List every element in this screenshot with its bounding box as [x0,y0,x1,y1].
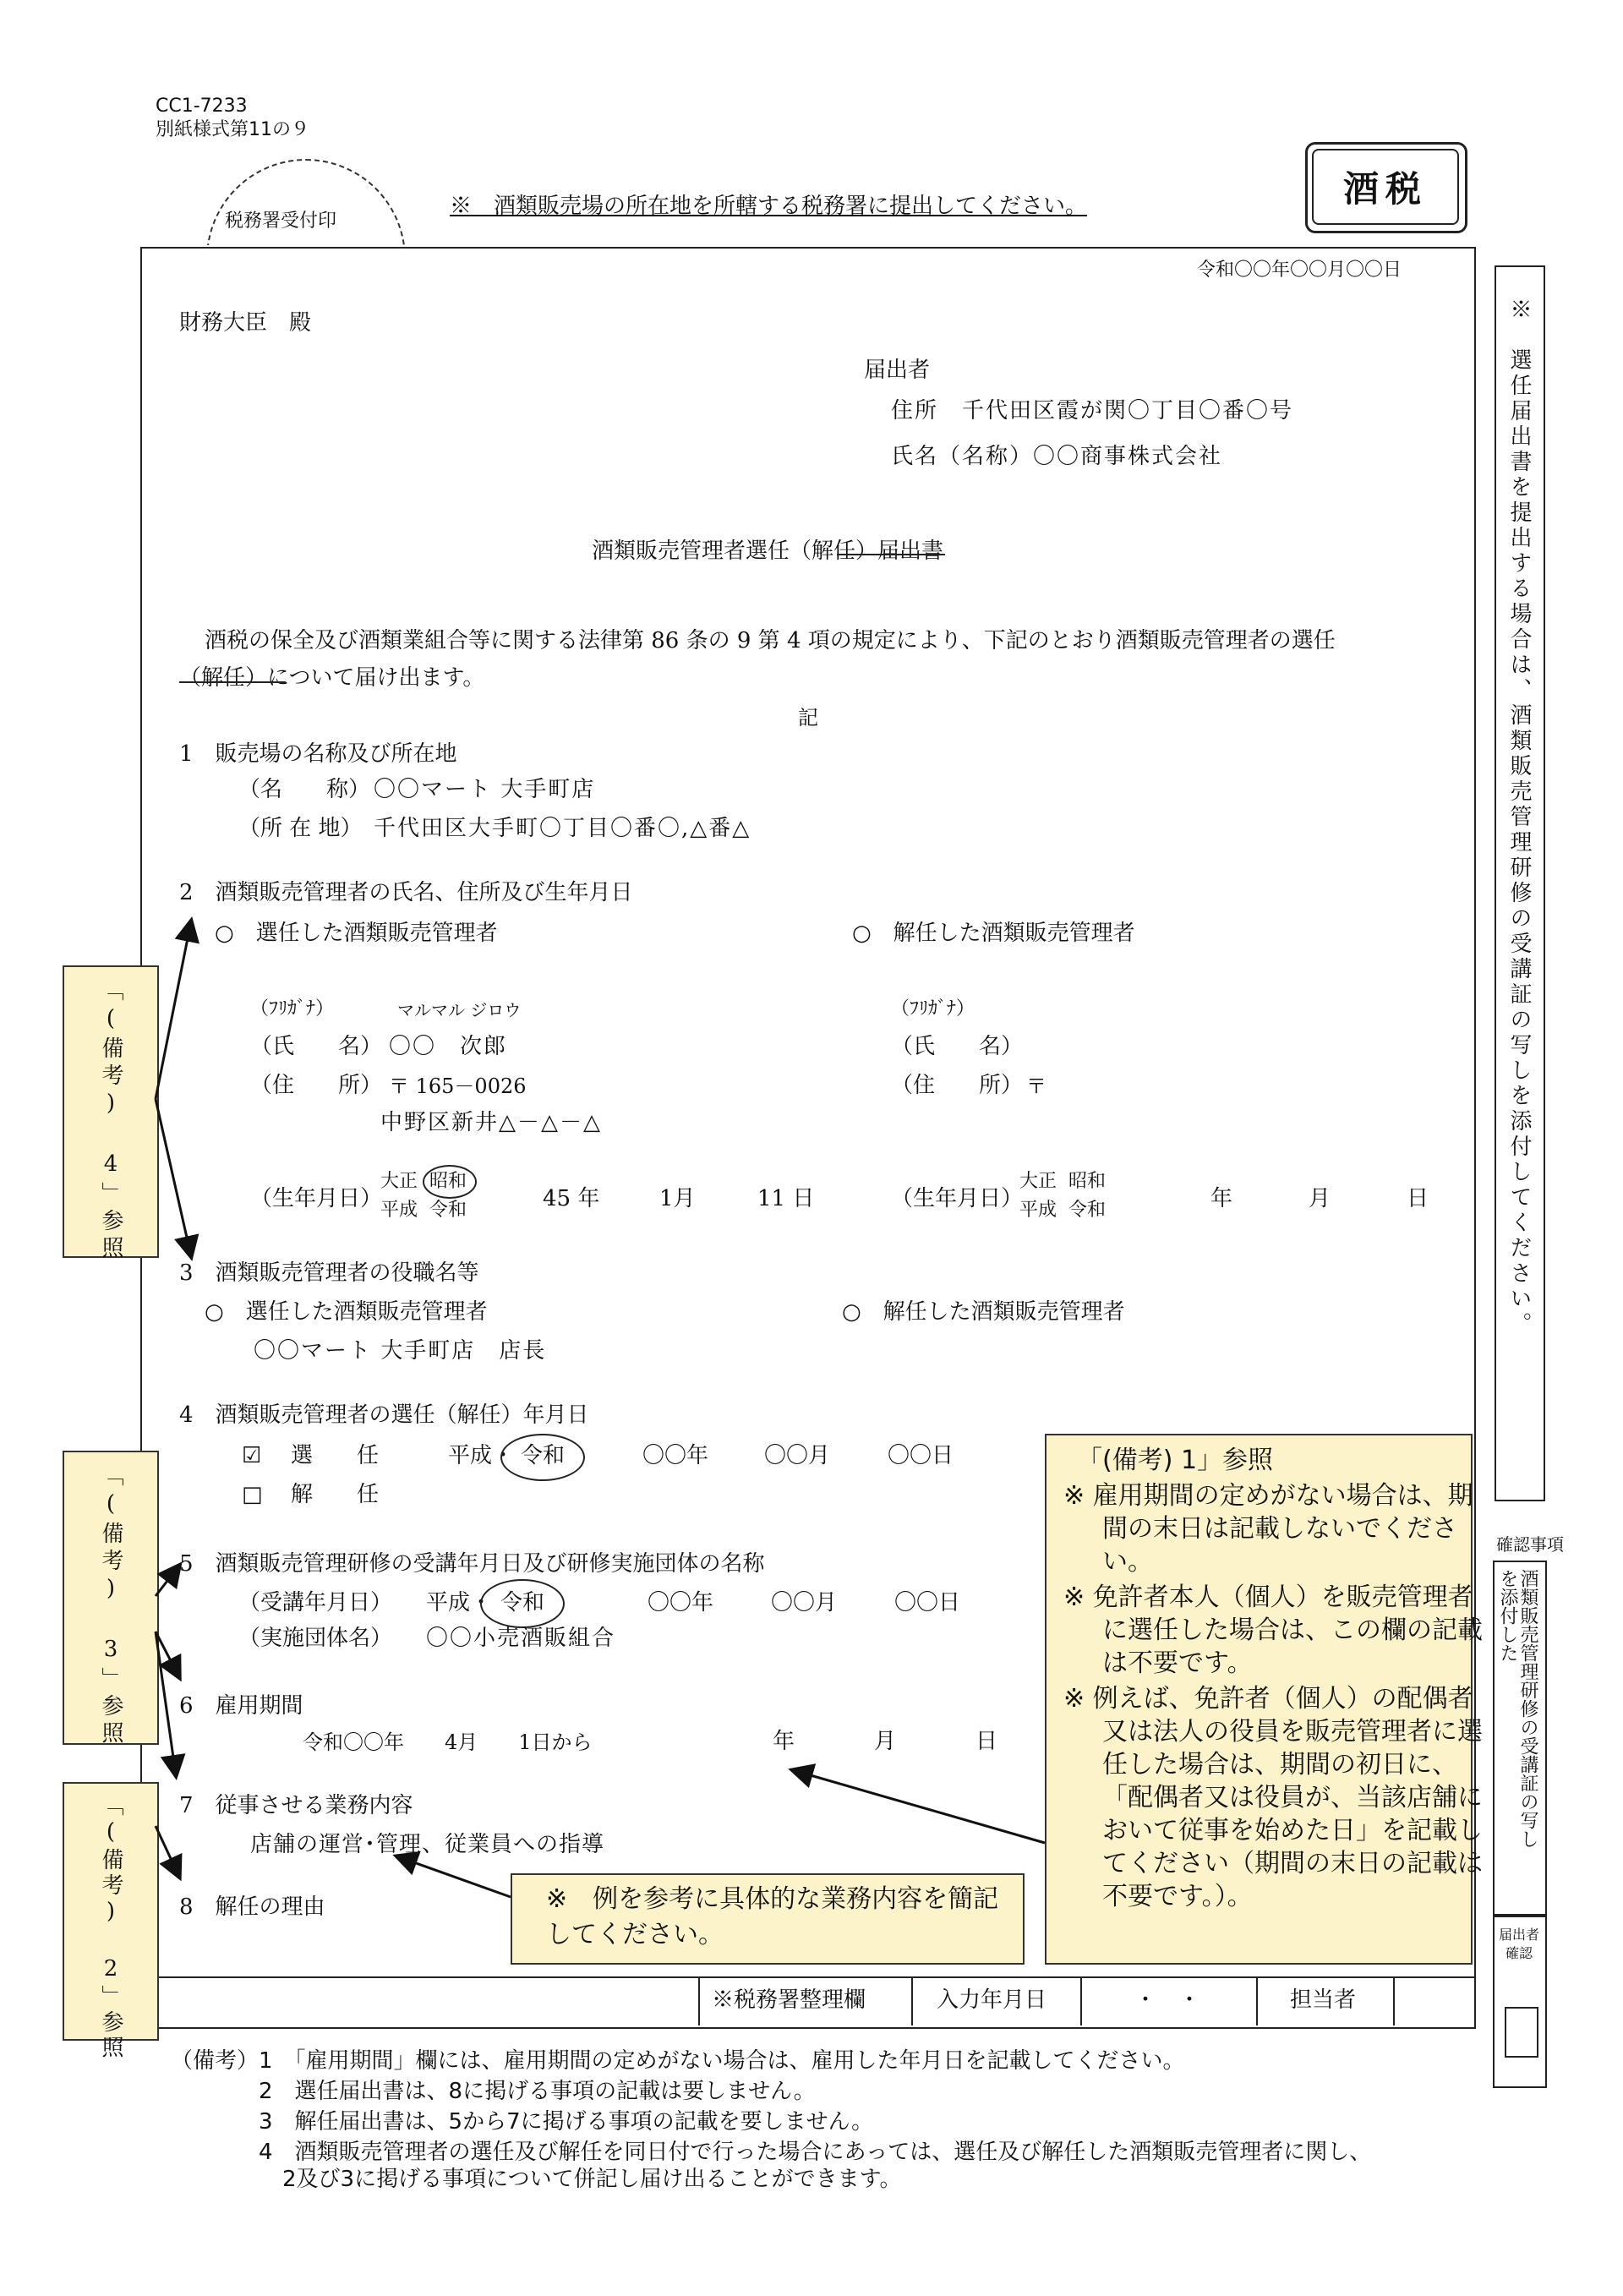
s3-appointed-label: ○ 選任した酒類販売管理者 [205,1299,488,1325]
training-date-label: （受講年月日） [238,1590,393,1615]
confirm-items-label: 確認事項 [1496,1534,1564,1555]
s5-era-heisei: 平成・ [426,1590,493,1615]
ref-1-title: 「(備考) 1」参照 [1077,1446,1274,1475]
section-8-heading: 8 解任の理由 [179,1894,325,1920]
s5-month: 〇〇月 [771,1590,838,1615]
store-location-label: （所 在 地） [238,816,363,841]
applicant-address: 住所 千代田区霞が関〇丁目〇番〇号 [891,398,1294,424]
addressee: 財務大臣 殿 [179,310,312,336]
dismissed-era-heisei: 平成 [1019,1200,1057,1221]
section-5-heading: 5 酒類販売管理研修の受講年月日及び研修実施団体の名称 [179,1551,765,1577]
ref-1-note-3: ※ 例えば、免許者（個人）の配偶者又は法人の役員を販売管理者に選任した場合は、期間の初日に、「配偶者又は役員が、当該店舗において従事を始めた日」を記載してください（期間の末日の記載は不要です。）。 [1063,1684,1483,1911]
ki-mark: 記 [798,706,818,730]
employment-end-month: 月 [874,1729,897,1754]
dismiss-checkbox[interactable]: □ [242,1482,263,1507]
note-4-line-2: 2及び3に掲げる事項について併記し届け出ることができます。 [282,2167,902,2192]
s5-day: 〇〇日 [894,1590,961,1615]
era-taisho: 大正 [380,1171,418,1192]
birth-year: 45 年 [543,1186,600,1211]
employment-start: 令和〇〇年 4月 1日から [303,1730,593,1754]
section-6-heading: 6 雇用期間 [179,1693,303,1719]
arrow-ref1-to-s6 [793,1770,1045,1843]
section-7-heading: 7 従事させる業務内容 [179,1793,413,1818]
right-note-text: ※ 選任届出書を提出する場合は、酒類販売管理研修の受講証の写しを添付してください。 [1506,298,1532,1337]
s2-dismissed-label: ○ 解任した酒類販売管理者 [852,921,1135,946]
dismissed-name-label: （氏 名） [891,1034,1024,1059]
intro-line-1: 酒税の保全及び酒類業組合等に関する法律第 86 条の 9 第 4 項の規定により、下記のとおり酒類販売管理者の選任 [205,628,1336,653]
era-showa-selected: 昭和 [429,1171,467,1192]
s3-dismissed-label: ○ 解任した酒類販売管理者 [842,1299,1125,1325]
dismissed-era-showa: 昭和 [1068,1171,1107,1192]
manager-postal: 〒 165－0026 [389,1074,527,1098]
arrow-ref4-to-s3 [156,1099,191,1256]
s5-year: 〇〇年 [648,1590,714,1615]
s2-appointed-label: ○ 選任した酒類販売管理者 [215,921,498,946]
arrow-ref2-to-s8 [156,1826,179,1877]
note-4-line-1: 4 酒類販売管理者の選任及び解任を同日付で行った場合にあっては、選任及び解任した酒類販売管理者に関し、 [259,2140,1372,2165]
section-1-heading: 1 販売場の名称及び所在地 [179,741,457,767]
manager-address-value: 中野区新井△－△－△ [380,1110,602,1135]
arrow-ref3-to-s5 [156,1566,179,1596]
dismissed-birth-month: 月 [1309,1186,1331,1211]
notes-label: （備考） [171,2048,260,2074]
training-org-value: 〇〇小売酒販組合 [426,1626,616,1651]
manager-name-value: 〇〇 次郎 [389,1034,508,1059]
ref-1-note-1: ※ 雇用期間の定めがない場合は、期間の末日は記載しないでください。 [1063,1481,1473,1577]
furigana-label: （ﾌﾘｶﾞﾅ） [250,998,335,1020]
applicant-confirm-label: 届出者確認 [1498,1927,1539,1961]
arrow-ref4-to-s2 [156,921,191,1099]
sake-tax-label: 酒税 [1312,149,1459,225]
input-date-dots: ・ ・ [1134,1987,1201,2013]
section-4-heading: 4 酒類販売管理者の選任（解任）年月日 [179,1402,589,1428]
position-value: 〇〇マート 大手町店 店長 [254,1338,547,1364]
store-name-label: （名 称） [238,777,371,802]
form-number: 別紙様式第11の９ [156,119,309,140]
note-2: 2 選任届出書は、8に掲げる事項の記載は要しません。 [259,2079,816,2104]
manager-name-label: （氏 名） [250,1034,383,1059]
dismissed-address-label: （住 所） [891,1073,1024,1098]
store-name-value: 〇〇マート 大手町店 [374,777,596,802]
ref-1-note-2: ※ 免許者本人（個人）を販売管理者に選任した場合は、この欄の記載は不要です。 [1063,1583,1483,1678]
furigana-value: マルマル ジロウ [397,1000,522,1020]
furigana-label-dismissed: （ﾌﾘｶﾞﾅ） [891,998,975,1020]
appoint-checkbox-checked[interactable]: ☑ [242,1443,262,1468]
s4-day: 〇〇日 [888,1443,954,1468]
dismissed-postal: 〒 [1026,1074,1046,1098]
confirm-text-a: 酒類販売管理研修の受講証の写し [1517,1569,1538,1848]
s5-era-reiwa: 令和 [500,1590,545,1615]
dismiss-label: 解 任 [291,1482,380,1507]
applicant-label: 届出者 [864,358,931,383]
s4-era-reiwa: 令和 [521,1443,566,1468]
document-title: 酒類販売管理者選任（解任）届出書 [592,538,944,564]
birth-label: （生年月日） [250,1186,383,1211]
section-2-heading: 2 酒類販売管理者の氏名、住所及び生年月日 [179,880,633,905]
era-heisei: 平成 [380,1200,418,1221]
birth-month: 1月 [659,1186,696,1211]
manager-address-label: （住 所） [250,1073,383,1098]
dismissed-birth-label: （生年月日） [891,1186,1024,1211]
section-3-heading: 3 酒類販売管理者の役職名等 [179,1260,479,1286]
ref-4-text: 「(備考) 4」参照 [98,979,123,1263]
training-org-label: （実施団体名） [238,1626,393,1651]
note-3: 3 解任届出書は、5から7に掲げる事項の記載を要しません。 [259,2109,874,2135]
staff-label: 担当者 [1290,1987,1357,2013]
s4-month: 〇〇月 [764,1443,831,1468]
confirm-text-b: を添付した [1497,1569,1518,1662]
dismissed-era-taisho: 大正 [1019,1171,1057,1192]
applicant-name: 氏名（名称）〇〇商事株式会社 [891,444,1223,469]
input-date-label: 入力年月日 [937,1987,1047,2013]
title-struck: （解任） [790,538,878,564]
dismissed-era-reiwa: 令和 [1068,1200,1107,1221]
intro-line-2: （解任）について届け出ます。 [179,665,485,691]
employment-end-year: 年 [773,1729,795,1754]
appoint-label: 選 任 [291,1443,380,1468]
form-code: CC1-7233 [156,96,248,117]
form-date: 令和〇〇年〇〇月〇〇日 [1197,260,1402,281]
ref-3-text: 「(備考) 3」参照 [98,1464,123,1748]
duties-value: 店舗の運営･管理、従業員への指導 [250,1832,605,1857]
birth-day: 11 日 [757,1186,815,1211]
ref-2-text: 「(備考) 2」参照 [98,1794,123,2061]
employment-end-day: 日 [975,1729,998,1754]
s4-era-heisei: 平成・ [448,1443,515,1468]
s4-year: 〇〇年 [642,1443,709,1468]
duties-example-text: ※ 例を参考に具体的な業務内容を簡記してください。 [546,1884,999,1949]
note-1: 1 「雇用期間」欄には、雇用期間の定めがない場合は、雇用した年月日を記載してください。 [259,2048,1185,2074]
tax-office-column: ※税務署整理欄 [712,1987,866,2013]
receipt-stamp-label: 税務署受付印 [225,210,337,232]
dismissed-birth-day: 日 [1407,1186,1429,1211]
arrow-example-to-s7 [397,1856,511,1897]
submission-note: ※ 酒類販売場の所在地を所轄する税務署に提出してください。 [450,194,1088,219]
dismissed-birth-year: 年 [1210,1186,1233,1211]
store-location-value: 千代田区大手町〇丁目〇番〇,△番△ [374,816,751,841]
era-reiwa: 令和 [429,1200,467,1221]
